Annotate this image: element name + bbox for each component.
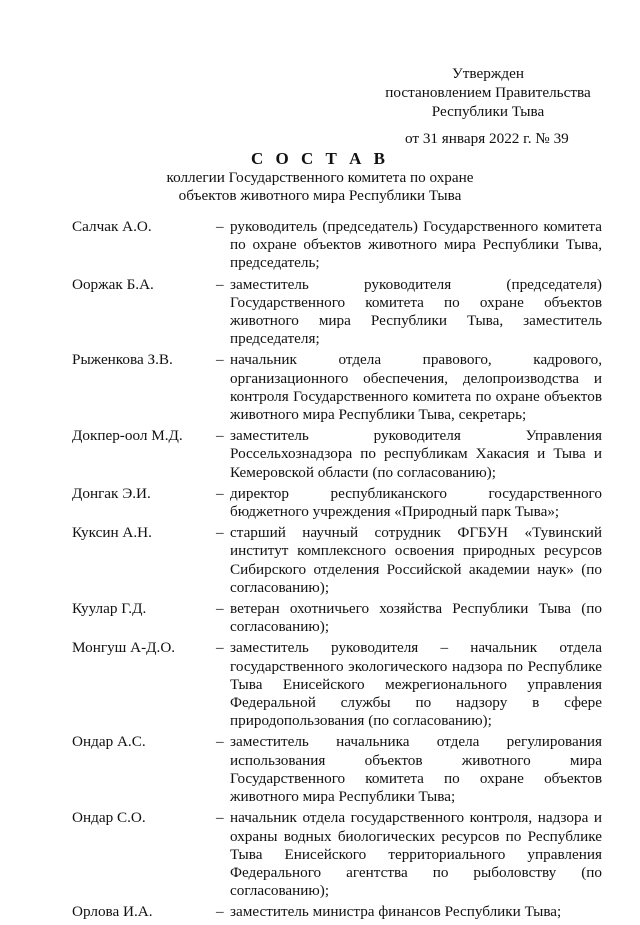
member-row xyxy=(72,485,602,521)
member-role: руководитель (председатель) Государственного комитета по охране объектов животного мира Республики Тыва, председатель; xyxy=(230,218,602,272)
document-subtitle-1: коллегии Государственного комитета по охране xyxy=(166,169,474,186)
member-row xyxy=(72,351,602,424)
member-dash: – xyxy=(216,903,224,921)
member-name: Ондар А.С. xyxy=(72,733,146,751)
member-row xyxy=(72,427,602,482)
member-role: ветеран охотничьего хозяйства Республики Тыва (по согласованию); xyxy=(230,600,602,636)
member-row xyxy=(72,903,602,921)
member-dash: – xyxy=(216,275,224,293)
member-row xyxy=(72,524,602,597)
member-list xyxy=(72,218,602,925)
approval-stamp xyxy=(372,64,604,121)
member-row xyxy=(72,218,602,273)
member-name: Куксин А.Н. xyxy=(72,524,152,542)
member-role: начальник отдела правового, кадрового, организационного обеспечения, делопроизводства и контроля Государственного комитета по охране объектов животного мира Республики Тыва, секретарь; xyxy=(230,351,602,424)
member-name: Ооржак Б.А. xyxy=(72,275,154,293)
member-name: Куулар Г.Д. xyxy=(72,600,147,618)
approval-line-2: постановлением Правительства xyxy=(385,84,591,101)
member-name: Ондар С.О. xyxy=(72,809,146,827)
member-row xyxy=(72,809,602,900)
member-dash: – xyxy=(216,809,224,827)
approval-line-1: Утвержден xyxy=(452,65,524,82)
member-name: Салчак А.О. xyxy=(72,218,152,235)
title-block xyxy=(60,149,580,205)
member-name: Рыженкова З.В. xyxy=(72,351,173,369)
member-role: директор республиканского государственного бюджетного учреждения «Природный парк Тыва»; xyxy=(230,484,602,521)
member-dash: – xyxy=(216,639,224,657)
member-dash: – xyxy=(216,427,224,445)
member-row xyxy=(72,276,602,349)
member-row xyxy=(72,639,602,730)
document-title: С О С Т А В xyxy=(251,149,389,168)
member-role: заместитель начальника отдела регулирования использования объектов животного мира Государственного комитета по охране объектов животного мира Республики Тыва; xyxy=(230,733,602,806)
member-dash: – xyxy=(216,351,224,369)
member-role: заместитель руководителя (председателя) Государственного комитета по охране объектов животного мира Республики Тыва, заместитель председателя; xyxy=(230,275,602,348)
approval-line-3: Республики Тыва xyxy=(431,103,545,120)
member-role: заместитель руководителя Управления Россельхознадзора по республикам Хакасия и Тыва и Кемеровской области (по согласованию); xyxy=(230,427,602,481)
member-role: заместитель руководителя – начальник отдела государственного экологического надзора по Республике Тыва Енисейского межрегионального управления Федеральной службы по надзору в сфере природопользования (по согласованию); xyxy=(230,639,602,730)
member-dash: – xyxy=(216,218,224,235)
member-row xyxy=(72,733,602,806)
member-dash: – xyxy=(216,733,224,751)
member-name: Монгуш А-Д.О. xyxy=(72,639,176,657)
member-dash: – xyxy=(216,524,224,542)
member-row xyxy=(72,600,602,636)
member-dash: – xyxy=(216,484,224,502)
member-name: Орлова И.А. xyxy=(72,903,153,921)
member-name: Докпер-оол М.Д. xyxy=(72,427,183,445)
member-name: Донгак Э.И. xyxy=(72,484,151,502)
approval-date: от 31 января 2022 г. № 39 xyxy=(405,130,569,147)
member-role: заместитель министра финансов Республики Тыва; xyxy=(230,903,562,921)
member-role: начальник отдела государственного контроля, надзора и охраны водных биологических ресурсов по Республике Тыва Енисейского территориального управления Федерального агентства по рыболовству (по согласованию); xyxy=(230,809,602,900)
document-subtitle-2: объектов животного мира Республики Тыва xyxy=(178,187,462,204)
member-role: старший научный сотрудник ФГБУН «Тувинский институт комплексного освоения природных ресурсов Сибирского отделения Российской академии наук» (по согласованию); xyxy=(230,524,602,596)
member-dash: – xyxy=(216,600,224,618)
